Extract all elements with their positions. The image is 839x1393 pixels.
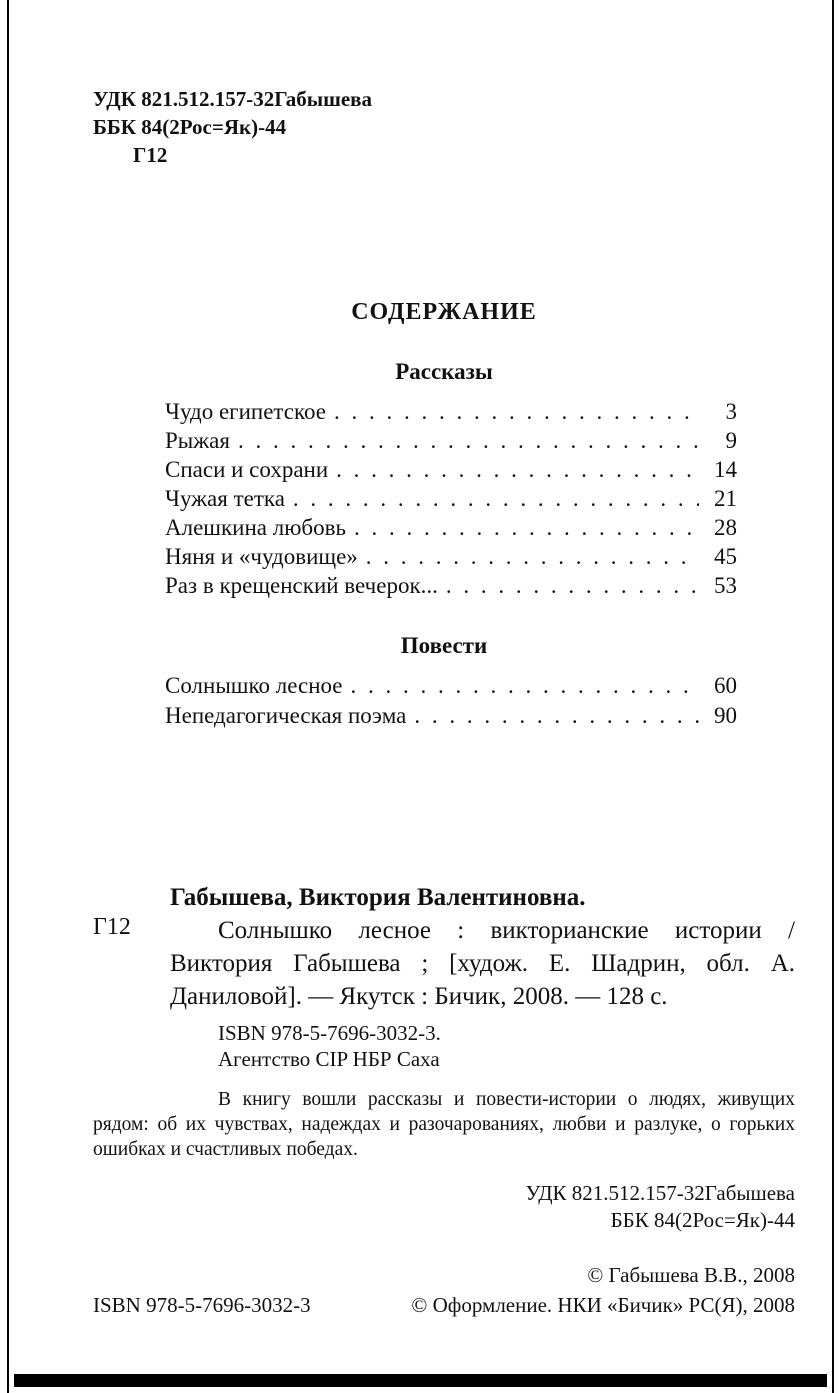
toc-entry-page: 28 bbox=[714, 515, 737, 540]
bib-isbn: ISBN 978-5-7696-3032-3. bbox=[218, 1021, 441, 1045]
dot-leader bbox=[351, 671, 699, 701]
dot-leader bbox=[336, 455, 699, 484]
toc-entry-page: 9 bbox=[725, 428, 737, 453]
copyright-author: © Габышева В.В., 2008 bbox=[587, 1263, 795, 1287]
toc-entry-page: 90 bbox=[714, 703, 737, 728]
toc-entry-page: 14 bbox=[714, 457, 737, 482]
toc-entry bbox=[165, 571, 737, 600]
udk-line: УДК 821.512.157-32Габышева bbox=[93, 87, 373, 111]
author-code: Г12 bbox=[133, 143, 168, 167]
dot-leader bbox=[334, 397, 699, 426]
dot-leader bbox=[238, 426, 699, 455]
copyright-bottom-row bbox=[93, 1292, 795, 1319]
toc-title: СОДЕРЖАНИЕ bbox=[351, 299, 537, 325]
toc-list-novellas bbox=[165, 671, 737, 731]
toc-entry-title: Солнышко лесное bbox=[165, 673, 343, 698]
toc-entry-page: 60 bbox=[714, 673, 737, 698]
bbk-line: ББК 84(2Рос=Як)-44 bbox=[93, 115, 287, 139]
toc-entry-page: 45 bbox=[714, 544, 737, 569]
toc-section-heading-stories: Рассказы bbox=[395, 359, 493, 384]
toc-entry bbox=[165, 397, 737, 426]
toc-entry-page: 53 bbox=[714, 573, 737, 598]
dot-leader bbox=[366, 542, 699, 571]
toc-entry-title: Раз в крещенский вечерок... bbox=[165, 573, 438, 598]
toc-entry-title: Чужая тетка bbox=[165, 486, 285, 511]
bib-code: Г12 bbox=[93, 914, 131, 940]
toc-list-stories bbox=[165, 397, 737, 600]
toc-entry bbox=[165, 426, 737, 455]
bib-agency: Агентство CIP НБР Саха bbox=[218, 1047, 440, 1071]
toc-entry-title: Рыжая bbox=[165, 428, 230, 453]
bib-isbn-agency bbox=[218, 1020, 795, 1072]
bib-author: Габышева, Виктория Валентиновна. bbox=[170, 884, 586, 911]
dot-leader bbox=[446, 571, 699, 600]
udk-bbk-right bbox=[93, 1180, 795, 1234]
toc-entry-title: Няня и «чудовище» bbox=[165, 544, 358, 569]
dot-leader bbox=[293, 484, 699, 513]
bibliographic-record bbox=[93, 881, 795, 1072]
bbk-line-bottom: ББК 84(2Рос=Як)-44 bbox=[610, 1208, 795, 1232]
toc-entry bbox=[165, 513, 737, 542]
toc-section-heading-novellas: Повести bbox=[400, 633, 488, 658]
toc-entry bbox=[165, 542, 737, 571]
dot-leader bbox=[354, 513, 699, 542]
toc-entry-title: Чудо египетское bbox=[165, 399, 326, 424]
toc-entry bbox=[165, 484, 737, 513]
toc-entry-page: 21 bbox=[714, 486, 737, 511]
annotation-text: В книгу вошли рассказы и повести-истории о людях, живущих рядом: об их чувствах, надеждах и разочарованиях, любви и разлуке, о горьких ошибках и счастливых победах. bbox=[93, 1089, 795, 1160]
toc-entry-page: 3 bbox=[725, 399, 737, 424]
catalog-header bbox=[93, 85, 795, 169]
toc-entry bbox=[165, 701, 737, 731]
copyright-design: © Оформление. НКИ «Бичик» РС(Я), 2008 bbox=[411, 1293, 795, 1317]
toc-entry-title: Алешкина любовь bbox=[165, 515, 346, 540]
toc-entry-title: Непедагогическая поэма bbox=[165, 703, 407, 728]
toc-entry bbox=[165, 455, 737, 484]
bib-description: Солнышко лесное : викторианские истории / Виктория Габышева ; [худож. Е. Шадрин, обл. А. Даниловой]. — Якутск : Бичик, 2008. — 128 с. bbox=[170, 917, 795, 1010]
udk-line-bottom: УДК 821.512.157-32Габышева bbox=[525, 1181, 795, 1205]
toc-entry bbox=[165, 671, 737, 701]
toc-entry-title: Спаси и сохрани bbox=[165, 457, 329, 482]
dot-leader bbox=[414, 701, 699, 731]
isbn-bottom: ISBN 978-5-7696-3032-3 bbox=[93, 1293, 311, 1317]
